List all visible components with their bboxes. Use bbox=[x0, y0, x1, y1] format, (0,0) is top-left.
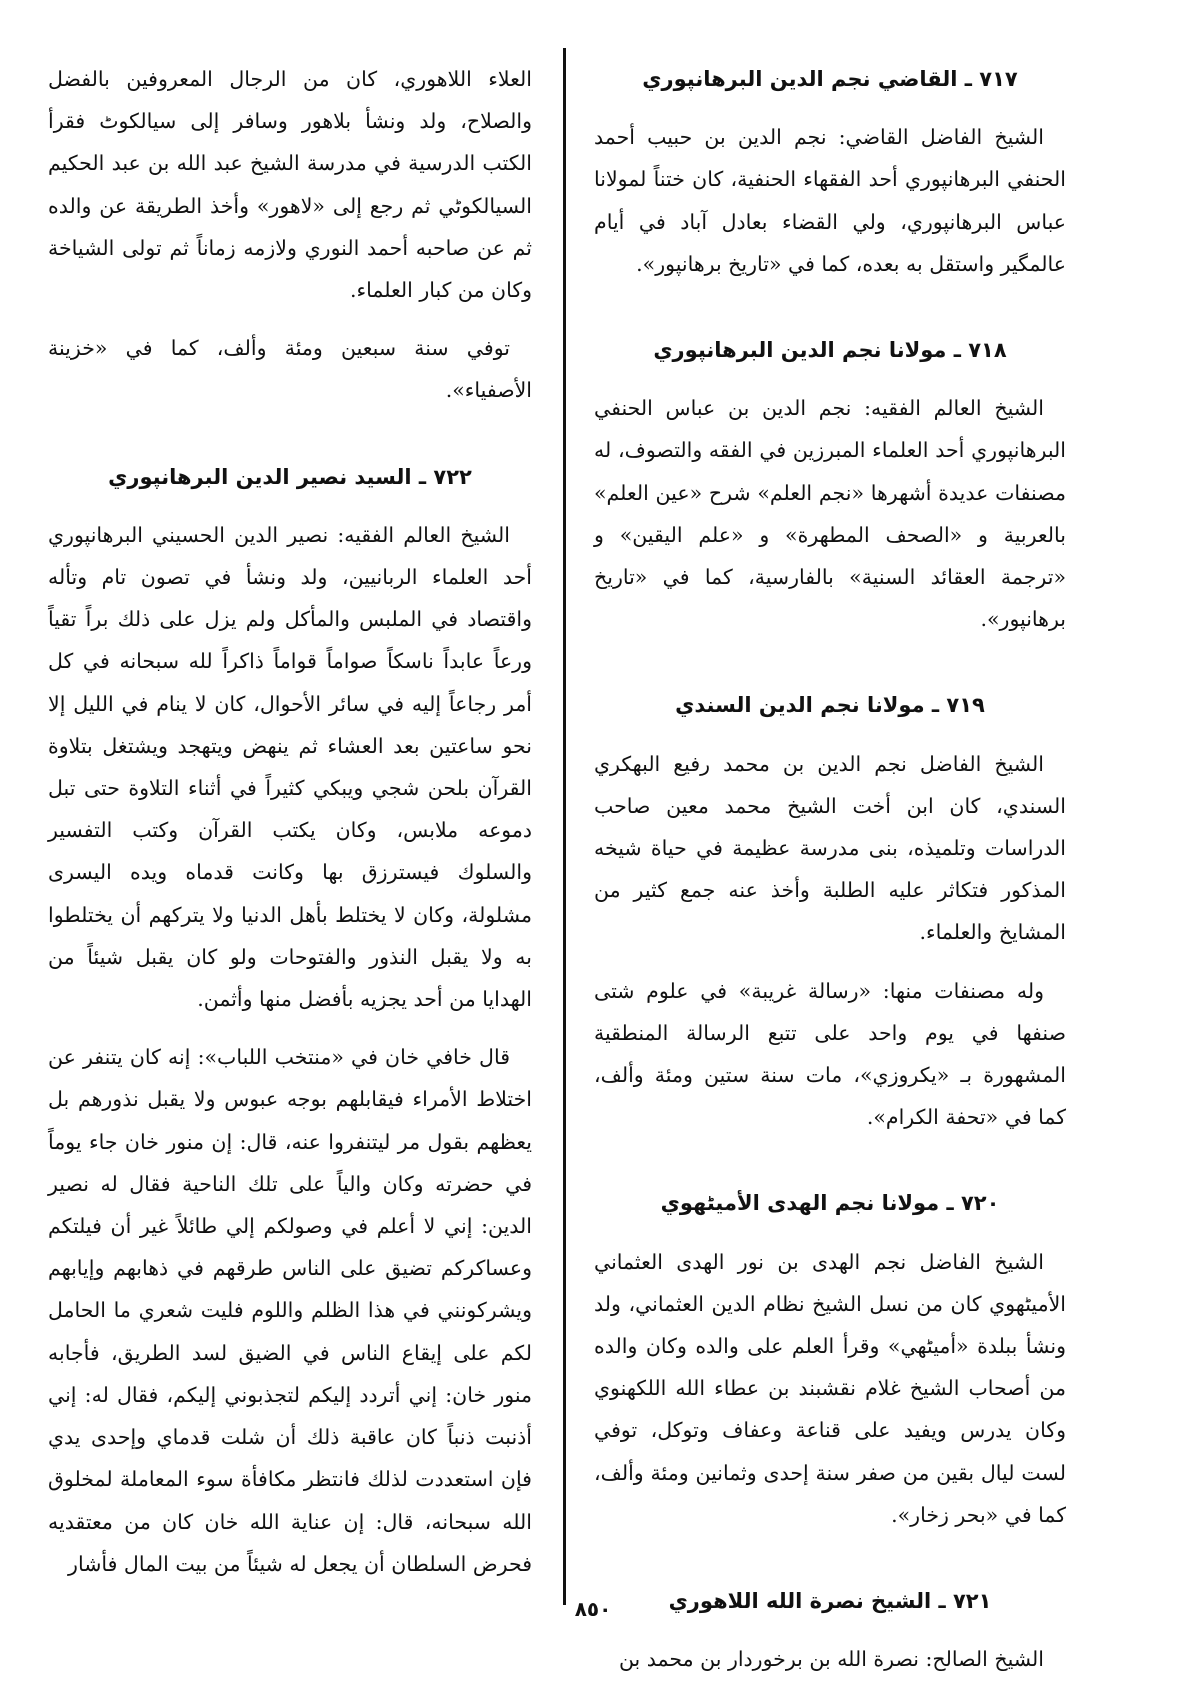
entry-722-title: ٧٢٢ ـ السيد نصير الدين البرهانپوري bbox=[108, 464, 472, 489]
entry-721-continued-text: العلاء اللاهوري، كان من الرجال المعروفين بالفضل والصلاح، ولد ونشأ بلاهور وسافر إلى سيالكوٹ فقرأ الكتب الدرسية في مدرسة الشيخ عبد الله بن عبد الحكيم السيالكوٹي ثم رجع إلى «لاهور» وأخذ الطريقة عن والده ثم عن صاحبه أحمد النوري ولازمه زماناً ثم تولى الشياخة وكان من كبار العلماء. bbox=[48, 67, 532, 303]
entry-718-text: الشيخ العالم الفقيه: نجم الدين بن عباس الحنفي البرهانپوري أحد العلماء المبرزين في الفقه والتصوف، له مصنفات عديدة أشهرها «نجم العلم» شرح «عين العلم» بالعربية و «الصحف المطهرة» و «علم اليقين» و «ترجمة العقائد السنية» بالفارسية، كما في «تاريخ برهانپور». bbox=[594, 396, 1066, 632]
column-divider bbox=[563, 48, 566, 1605]
entry-719-title: ٧١٩ ـ مولانا نجم الدين السندي bbox=[675, 693, 985, 718]
entry-720-text: الشيخ الفاضل نجم الهدى بن نور الهدى العثماني الأميٹهوي كان من نسل الشيخ نظام الدين العثماني، ولد ونشأ ببلدة «أميٹهي» وقرأ العلم على والده وكان والده من أصحاب الشيخ غلام نقشبند بن عطاء الله اللكهنوي وكان يدرس ويفيد على قناعة وعفاف وتوكل، توفي لست ليال بقين من صفر سنة إحدى وثمانين ومئة وألف، كما في «بحر زخار». bbox=[594, 1249, 1066, 1527]
entry-718-title: ٧١٨ ـ مولانا نجم الدين البرهانپوري bbox=[653, 338, 1007, 363]
entry-719-text: الشيخ الفاضل نجم الدين بن محمد رفيع البهكري السندي، كان ابن أخت الشيخ محمد معين صاحب الدراسات وتلميذه، بنى مدرسة عظيمة في حياة شيخه المذكور فتكاثر عليه الطلبة وأخذ عنه جمع كثير من المشايخ والعلماء. bbox=[594, 751, 1066, 945]
right-column bbox=[594, 58, 1066, 1681]
entry-717-text: الشيخ الفاضل القاضي: نجم الدين بن حبيب أحمد الحنفي البرهانپوري أحد الفقهاء الحنفية، كان ختناً لمولانا عباس البرهانپوري، ولي القضاء بعادل آباد في أيام عالمگير واستقل به بعده، كما في «تاريخ برهانپور». bbox=[594, 125, 1066, 276]
entry-721-continued-text-2: توفي سنة سبعين ومئة وألف، كما في «خزينة الأصفياء». bbox=[48, 336, 532, 403]
entry-721-text: الشيخ الصالح: نصرة الله بن برخوردار بن محمد بن bbox=[618, 1647, 1044, 1672]
entry-717-title: ٧١٧ ـ القاضي نجم الدين البرهانپوري bbox=[642, 67, 1018, 91]
entry-720-title: ٧٢٠ ـ مولانا نجم الهدى الأميٹهوي bbox=[660, 1191, 1000, 1216]
left-column bbox=[48, 58, 532, 1585]
entry-722-text: الشيخ العالم الفقيه: نصير الدين الحسيني البرهانپوري أحد العلماء الربانيين، ولد ونشأ في تصون تام وتأله واقتصاد في الملبس والمأكل ولم يزل على ذلك براً تقياً ورعاً عابداً ناسكاً صواماً قواماً ذاكراً لله سبحانه في كل أمر رجاعاً إليه في سائر الأحوال، كان لا ينام في الليل إلا نحو ساعتين بعد العشاء ثم ينهض ويتهجد ويشتغل بتلاوة القرآن بلحن شجي ويبكي كثيراً في أثناء التلاوة حتى تبل دموعه ملابس، وكان يكتب القرآن وكتب التفسير والسلوك فيسترزق بها وكانت قدماه ويده اليسرى مشلولة، وكان لا يختلط بأهل الدنيا ولا يتركهم أن يختلطوا به ولا يقبل النذور والفتوحات ولو كان يقبل شيئاً من الهدايا من أحد يجزيه بأفضل منها وأثمن. bbox=[48, 522, 532, 1012]
entry-721-title: ٧٢١ ـ الشيخ نصرة الله اللاهوري bbox=[668, 1589, 992, 1614]
page-number: ٨٥٠ bbox=[574, 1597, 612, 1621]
entry-719-text-2: وله مصنفات منها: «رسالة غريبة» في علوم شتى صنفها في يوم واحد على تتبع الرسالة المنطقية المشهورة بـ «يكروزي»، مات سنة ستين ومئة وألف، كما في «تحفة الكرام». bbox=[594, 978, 1066, 1130]
entry-722-text-2: قال خافي خان في «منتخب اللباب»: إنه كان يتنفر عن اختلاط الأمراء فيقابلهم بوجه عبوس ولا يقبل نذورهم بل يعظهم بقول مر ليتنفروا عنه، قال: إن منور خان جاء يوماً في حضرته وكان والياً على تلك الناحية فقال له نصير الدين: إني لا أعلم في وصولكم إلي طائلاً غير أن فيلتكم وعساكركم تضيق على الناس طرقهم في ذهابهم وإيابهم ويشركونني في هذا الظلم واللوم فليت شعري ما الحامل لكم على إيقاع الناس في الضيق لسد الطريق، فأجابه منور خان: إني أتردد إليكم لتجذبوني إليكم، فقال له: إني أذنبت ذنباً كان عاقبة ذلك أن شلت قدماي وإحدى يدي فإن استعددت لذلك فانتظر مكافأة سوء المعاملة لمخلوق الله سبحانه، قال: إن عناية الله خان كان من معتقديه فحرض السلطان أن يجعل له شيئاً من بيت المال فأشار bbox=[48, 1045, 532, 1576]
